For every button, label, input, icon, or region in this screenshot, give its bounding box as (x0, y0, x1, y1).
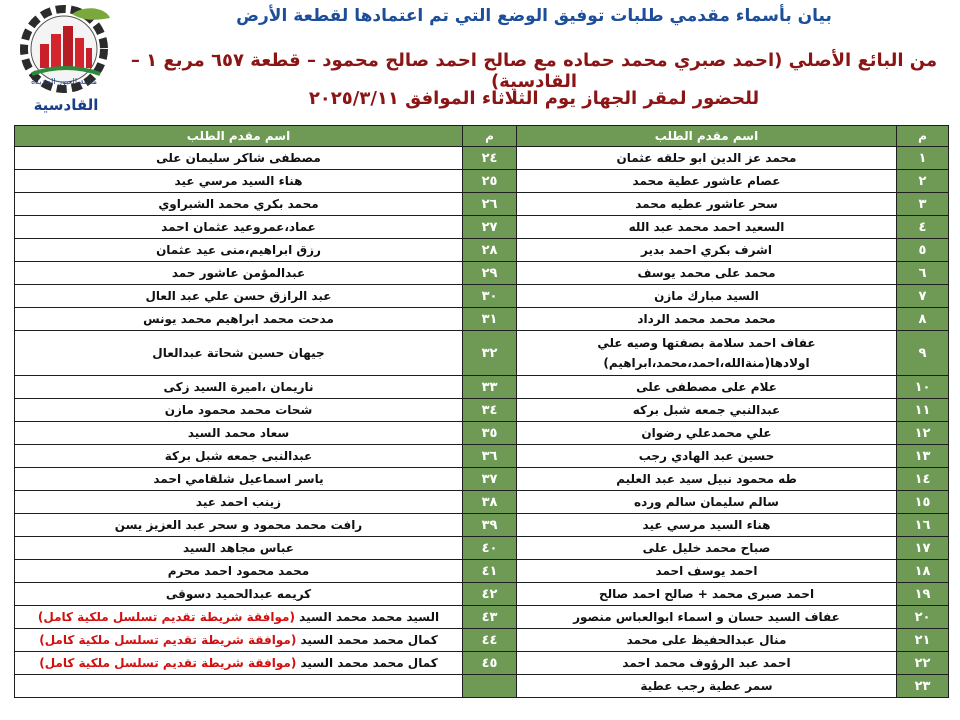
row-number-right: ٥ (897, 239, 949, 262)
row-number-left: ٣٨ (463, 491, 517, 514)
applicant-name-text: محمد محمود احمد محرم (167, 564, 310, 578)
applicant-name-left (15, 422, 463, 445)
applicant-name-left (15, 652, 463, 675)
applicant-name-left (15, 606, 463, 629)
row-number-right: ١ (897, 147, 949, 170)
applicant-name-left (15, 468, 463, 491)
row-number-right: ١٣ (897, 445, 949, 468)
applicant-name-left (15, 285, 463, 308)
row-number-left: ٤٤ (463, 629, 517, 652)
applicant-name-text: عبدالنبى جمعه شبل بركة (164, 449, 313, 463)
applicant-name-text: كريمه عبدالحميد دسوقى (165, 587, 312, 601)
row-number-right: ١٦ (897, 514, 949, 537)
row-number-left: ٤٣ (463, 606, 517, 629)
row-number-left: ٣٥ (463, 422, 517, 445)
row-number-right: ١٢ (897, 422, 949, 445)
applicant-name-right: هناء السيد مرسي عيد (517, 514, 897, 537)
row-number-left: ٣٩ (463, 514, 517, 537)
applicant-name-text: كمال محمد محمد السيد (300, 656, 438, 670)
applicant-name-text: السيد محمد محمد السيد (299, 610, 440, 624)
row-number-right: ٢٢ (897, 652, 949, 675)
applicant-name-text: كمال محمد محمد السيد (300, 633, 438, 647)
applicant-name-left (15, 537, 463, 560)
table-row (15, 239, 949, 262)
applicants-table (14, 125, 949, 698)
row-number-left: ٣٧ (463, 468, 517, 491)
table-row (15, 675, 949, 698)
table-header-row (15, 126, 949, 147)
table-row (15, 606, 949, 629)
approval-condition-note: (موافقة شريطة تقديم تسلسل ملكية كامل) (37, 610, 295, 624)
applicant-name-text: مدحت محمد ابراهيم محمد يونس (143, 312, 334, 326)
row-number-left: ٣٣ (463, 376, 517, 399)
applicant-name-text: ياسر اسماعيل شلقامي احمد (153, 472, 324, 486)
row-number-left: ٢٧ (463, 216, 517, 239)
table-row (15, 468, 949, 491)
applicant-name-right: سمر عطية رجب عطية (517, 675, 897, 698)
applicant-name-left (15, 376, 463, 399)
applicant-name-right: سالم سليمان سالم ورده (517, 491, 897, 514)
row-number-right: ٩ (897, 331, 949, 376)
applicant-name-left (15, 147, 463, 170)
table-row (15, 331, 949, 376)
applicant-name-right: احمد عبد الرؤوف محمد احمد (517, 652, 897, 675)
table-row (15, 560, 949, 583)
applicant-name-right (517, 331, 897, 376)
row-number-left: ٤١ (463, 560, 517, 583)
row-number-right: ١٥ (897, 491, 949, 514)
applicant-name-left (15, 629, 463, 652)
applicant-name-text: شحات محمد محمود مازن (164, 403, 313, 417)
table-row (15, 399, 949, 422)
table-row (15, 193, 949, 216)
applicant-name-left (15, 675, 463, 698)
logo-badge-text: مدينة العبور الجديدة (30, 77, 98, 86)
row-number-right: ٤ (897, 216, 949, 239)
table-row (15, 170, 949, 193)
applicant-name-right: عصام عاشور عطية محمد (517, 170, 897, 193)
row-number-left: ٢٦ (463, 193, 517, 216)
header-name-right: اسم مقدم الطلب (517, 126, 897, 147)
table-row (15, 376, 949, 399)
applicant-name-left (15, 262, 463, 285)
row-number-left (463, 675, 517, 698)
applicant-name-right: علي محمدعلي رضوان (517, 422, 897, 445)
applicant-name-right: عبدالنبي جمعه شبل بركه (517, 399, 897, 422)
header-num-left: م (463, 126, 517, 147)
row-number-right: ٨ (897, 308, 949, 331)
row-number-right: ٢ (897, 170, 949, 193)
applicant-name-right: محمد على محمد يوسف (517, 262, 897, 285)
row-number-left: ٢٨ (463, 239, 517, 262)
row-number-right: ٢١ (897, 629, 949, 652)
applicant-name-right: عفاف السيد حسان و اسماء ابوالعباس منصور (517, 606, 897, 629)
row-number-right: ٧ (897, 285, 949, 308)
applicant-name-right: صباح محمد خليل على (517, 537, 897, 560)
row-number-left: ٢٩ (463, 262, 517, 285)
row-number-right: ٦ (897, 262, 949, 285)
applicant-name-text: محمد بكري محمد الشبراوي (158, 197, 319, 211)
row-number-left: ٤٥ (463, 652, 517, 675)
table-row (15, 491, 949, 514)
applicant-name-right: احمد صبرى محمد + صالح احمد صالح (517, 583, 897, 606)
row-number-right: ٣ (897, 193, 949, 216)
document-title: بيان بأسماء مقدمي طلبات توفيق الوضع التي تم اعتمادها لقطعة الأرض (236, 6, 832, 26)
applicant-name-text: هناء السيد مرسي عيد (174, 174, 303, 188)
header-name-left: اسم مقدم الطلب (15, 126, 463, 147)
applicant-name-left (15, 560, 463, 583)
row-number-left: ٣٦ (463, 445, 517, 468)
applicant-name-right: علام على مصطفى على (517, 376, 897, 399)
row-number-left: ٣٢ (463, 331, 517, 376)
applicant-name-text: رافت محمد محمود و سحر عبد العزيز يسن (114, 518, 363, 532)
row-number-left: ٣١ (463, 308, 517, 331)
attendance-date-line: للحضور لمقر الجهاز يوم الثلاثاء الموافق ٢٠٢٥/٣/١١ (308, 88, 760, 109)
row-number-right: ١٤ (897, 468, 949, 491)
applicant-name-left (15, 583, 463, 606)
applicant-name-text: ناريمان ،اميرة السيد زكى (163, 380, 314, 394)
table-row (15, 445, 949, 468)
table-row (15, 629, 949, 652)
table-row (15, 262, 949, 285)
applicant-name-right: احمد يوسف احمد (517, 560, 897, 583)
applicant-name-text: عبد الرازق حسن علي عبد العال (145, 289, 332, 303)
approval-condition-note: (موافقة شريطة تقديم تسلسل ملكية كامل) (39, 656, 297, 670)
approval-condition-note: (موافقة شريطة تقديم تسلسل ملكية كامل) (39, 633, 297, 647)
applicant-name-text: مصطفى شاكر سليمان على (156, 151, 321, 165)
applicant-name-right: اشرف بكري احمد بدير (517, 239, 897, 262)
row-number-left: ٣٠ (463, 285, 517, 308)
row-number-right: ١٩ (897, 583, 949, 606)
applicant-name-right: محمد محمد محمد الرداد (517, 308, 897, 331)
applicant-name-text: جيهان حسين شحاتة عبدالعال (152, 346, 325, 360)
table-row (15, 652, 949, 675)
row-number-right: ١١ (897, 399, 949, 422)
applicant-name-right: حسين عبد الهادي رجب (517, 445, 897, 468)
applicant-name-left (15, 331, 463, 376)
applicant-name-right: السيد مبارك مازن (517, 285, 897, 308)
row-number-right: ٢٠ (897, 606, 949, 629)
table-row (15, 422, 949, 445)
seller-subtitle: من البائع الأصلي (احمد صبري محمد حماده مع صالح احمد صالح محمود – قطعة ٦٥٧ مربع ١ – القادسية) (130, 50, 938, 92)
row-number-right: ١٧ (897, 537, 949, 560)
applicant-name-left (15, 514, 463, 537)
applicant-name-left (15, 491, 463, 514)
row-number-right: ٢٣ (897, 675, 949, 698)
applicant-name-line1: عفاف احمد سلامة بصفتها وصيه علي (597, 336, 816, 350)
applicant-name-text: عماد،عمروعيد عثمان احمد (161, 220, 316, 234)
row-number-left: ٤٠ (463, 537, 517, 560)
table-row (15, 216, 949, 239)
table-row (15, 308, 949, 331)
applicant-name-left (15, 308, 463, 331)
applicant-name-left (15, 239, 463, 262)
applicant-name-left (15, 399, 463, 422)
applicant-name-right: منال عبدالحفيظ على محمد (517, 629, 897, 652)
applicant-name-text: سعاد محمد السيد (187, 426, 290, 440)
applicant-name-left (15, 170, 463, 193)
applicant-name-text: زينب احمد عيد (195, 495, 282, 509)
row-number-right: ١٠ (897, 376, 949, 399)
applicant-name-left (15, 445, 463, 468)
row-number-left: ٤٢ (463, 583, 517, 606)
table-row (15, 537, 949, 560)
applicant-name-text: عباس مجاهد السيد (182, 541, 294, 555)
applicant-name-right: محمد عز الدين ابو حلقه عثمان (517, 147, 897, 170)
row-number-right: ١٨ (897, 560, 949, 583)
applicant-name-right: سحر عاشور عطيه محمد (517, 193, 897, 216)
row-number-left: ٢٥ (463, 170, 517, 193)
applicant-name-text: عبدالمؤمن عاشور حمد (171, 266, 306, 280)
row-number-left: ٣٤ (463, 399, 517, 422)
applicant-name-text: رزق ابراهيم،منى عيد عثمان (156, 243, 321, 257)
applicant-name-left (15, 216, 463, 239)
applicant-name-right: السعيد احمد محمد عبد الله (517, 216, 897, 239)
applicant-name-left (15, 193, 463, 216)
table-row (15, 147, 949, 170)
logo-text: القادسية (33, 96, 99, 114)
table-row (15, 514, 949, 537)
table-row (15, 285, 949, 308)
table-row (15, 583, 949, 606)
applicant-name-right: طه محمود نبيل سيد عبد العليم (517, 468, 897, 491)
applicant-name-line2: اولادها(منةالله،احمد،محمد،ابراهيم) (603, 356, 810, 370)
row-number-left: ٢٤ (463, 147, 517, 170)
header-num-right: م (897, 126, 949, 147)
